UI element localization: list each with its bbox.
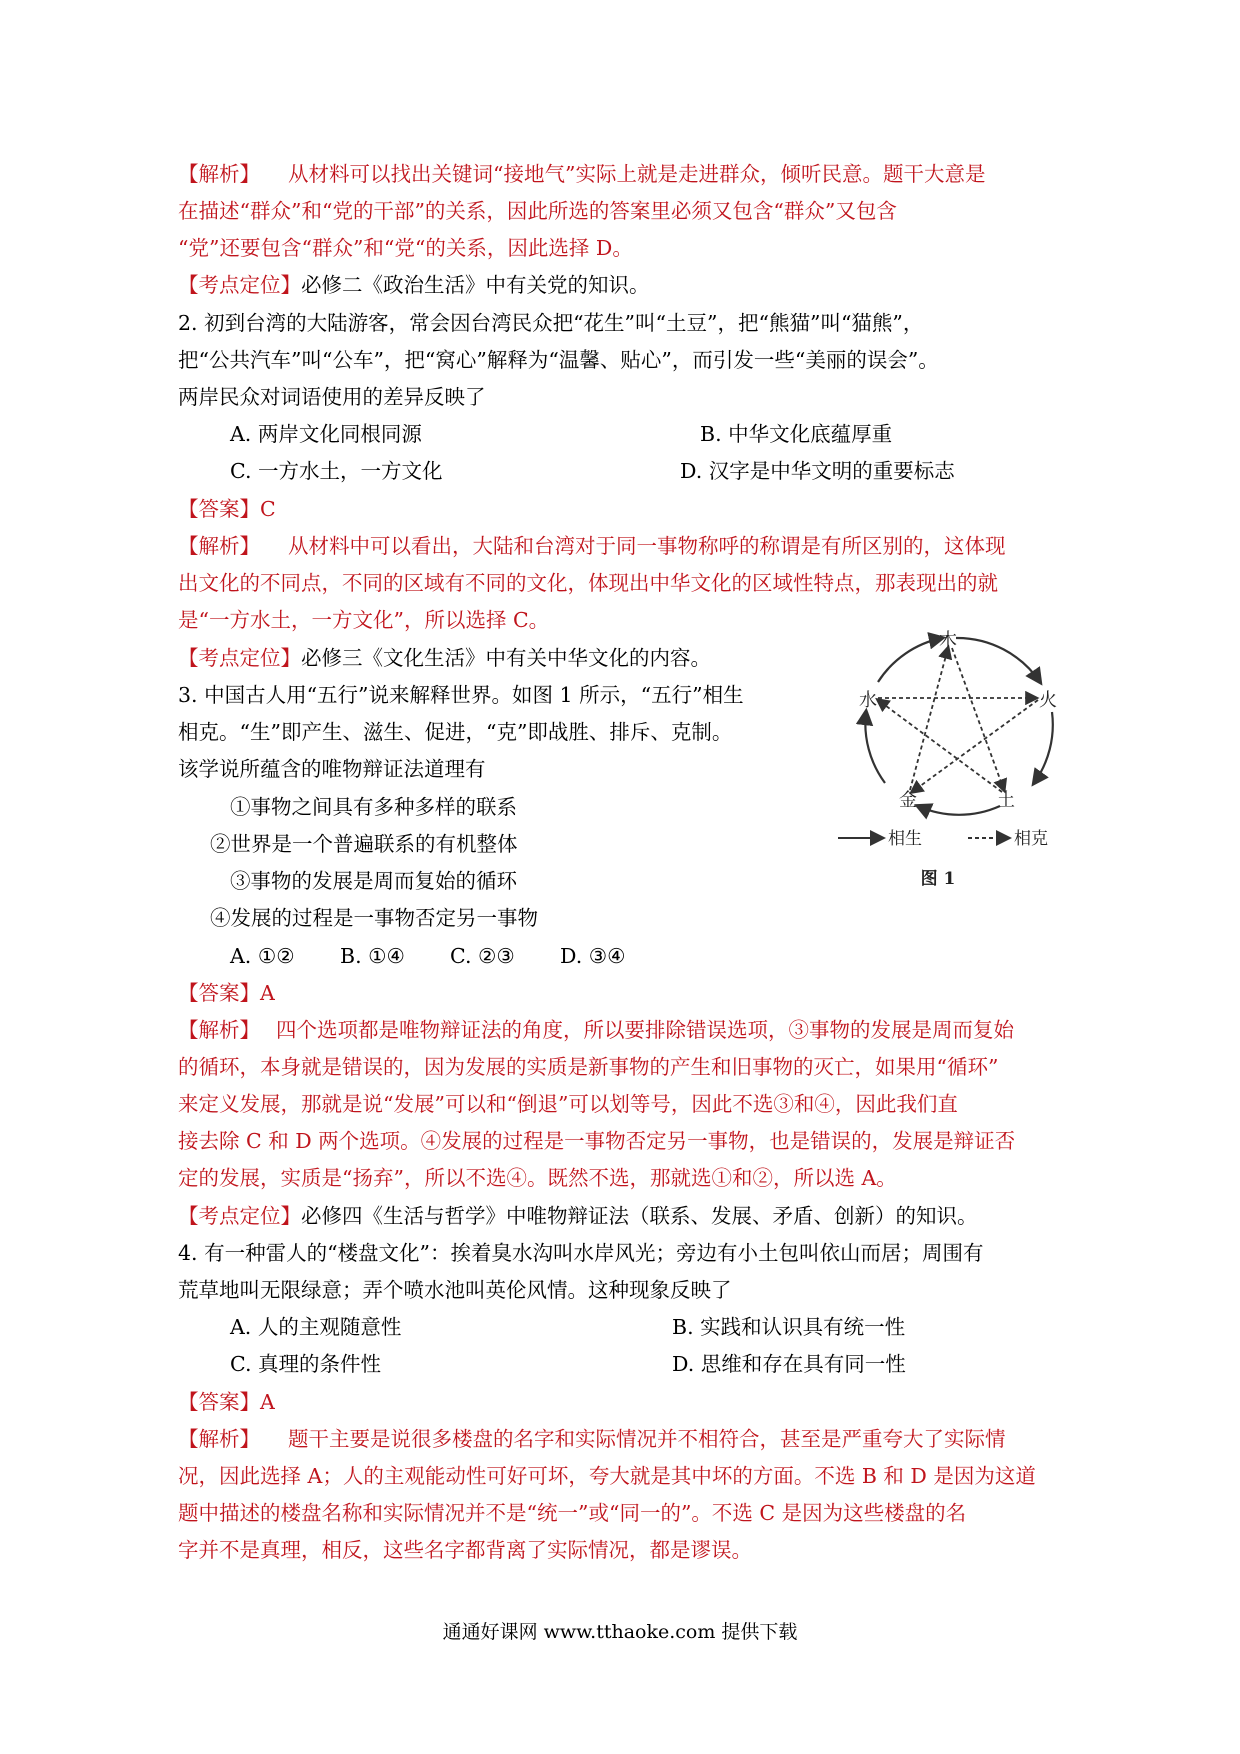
q1-point: 【考点定位】必修二《政治生活》中有关党的知识。 <box>178 273 650 297</box>
legend-restrain-label: 相克 <box>1014 829 1048 849</box>
node-earth: 土 <box>997 790 1015 811</box>
q2-analysis-line-3: 是“一方水土，一方文化”，所以选择 C。 <box>178 608 550 632</box>
point-tag: 【考点定位】 <box>178 273 301 297</box>
q4-answer: 【答案】A <box>178 1390 275 1414</box>
q2-analysis-line-1: 【解析】 从材料中可以看出，大陆和台湾对于同一事物称呼的称谓是有所区别的，这体现 <box>178 534 1006 558</box>
q4-stem-line-2: 荒草地叫无限绿意；弄个喷水池叫英伦风情。这种现象反映了 <box>178 1278 732 1302</box>
q1-analysis-line-2: 在描述“群众”和“党的干部”的关系，因此所选的答案里必须又包含“群众”又包含 <box>178 199 897 223</box>
q4-option-c: C. 真理的条件性 <box>230 1352 381 1376</box>
q3-stem-line-3: 该学说所蕴含的唯物辩证法道理有 <box>178 757 486 781</box>
star-metal-wood <box>910 648 948 790</box>
q3-analysis-line-2: 的循环，本身就是错误的，因为发展的实质是新事物的产生和旧事物的灭亡，如果用“循环” <box>178 1055 999 1079</box>
q3-point: 【考点定位】必修四《生活与哲学》中唯物辩证法（联系、发展、矛盾、创新）的知识。 <box>178 1204 978 1228</box>
arc-earth-metal <box>918 806 1000 815</box>
q3-analysis-line-3: 来定义发展，那就是说“发展”可以和“倒退”可以划等号，因此不选③和④，因此我们直 <box>178 1092 958 1116</box>
q1-analysis-line-1: 【解析】 从材料可以找出关键词“接地气”实际上就是走进群众，倾听民意。题干大意是 <box>178 162 986 186</box>
arc-water-wood <box>878 638 942 682</box>
q4-analysis-line-4: 字并不是真理，相反，这些名字都背离了实际情况，都是谬误。 <box>178 1538 752 1562</box>
q3-analysis-line-5: 定的发展，实质是“扬弃”，所以不选④。既然不选，那就选①和②，所以选 A。 <box>178 1166 897 1190</box>
node-water: 水 <box>859 690 877 711</box>
q4-analysis-line-3: 题中描述的楼盘名称和实际情况并不是“统一”或“同一的”。不选 C 是因为这些楼盘的名 <box>178 1501 967 1525</box>
node-fire: 火 <box>1039 690 1057 711</box>
figure-caption: 图 1 <box>920 869 956 889</box>
footer-credit: 通通好课网 www.tthaoke.com 提供下载 <box>442 1621 798 1643</box>
arc-metal-water <box>865 712 885 783</box>
q2-stem-line-3: 两岸民众对词语使用的差异反映了 <box>178 385 486 409</box>
q3-item-4: ④发展的过程是一事物否定另一事物 <box>210 906 538 930</box>
q3-answer: 【答案】A <box>178 981 275 1005</box>
q4-option-d: D. 思维和存在具有同一性 <box>672 1352 906 1376</box>
star-wood-earth <box>952 648 1004 790</box>
q3-item-2: ②世界是一个普遍联系的有机整体 <box>210 832 518 856</box>
legend-generate-label: 相生 <box>888 829 922 849</box>
q4-analysis-line-2: 况，因此选择 A；人的主观能动性可好可坏，夸大就是其中坏的方面。不选 B 和 D 是因为这道 <box>178 1464 1036 1488</box>
q3-option-d: D. ③④ <box>560 944 626 968</box>
q2-stem-line-2: 把“公共汽车”叫“公车”，把“窝心”解释为“温馨、贴心”，而引发一些“美丽的误会”。 <box>178 348 939 372</box>
q4-analysis-line-1: 【解析】 题干主要是说很多楼盘的名字和实际情况并不相符合，甚至是严重夸大了实际情 <box>178 1427 1006 1451</box>
q3-analysis-line-1: 【解析】 四个选项都是唯物辩证法的角度，所以要排除错误选项，③事物的发展是周而复始 <box>178 1018 1014 1042</box>
q2-stem-line-1: 2. 初到台湾的大陆游客，常会因台湾民众把“花生”叫“土豆”，把“熊猫”叫“猫熊”， <box>178 311 924 335</box>
q3-option-b: B. ①④ <box>340 944 405 968</box>
q2-option-c: C. 一方水土，一方文化 <box>230 459 443 483</box>
q2-option-b: B. 中华文化底蕴厚重 <box>700 422 893 446</box>
arc-fire-earth <box>1034 712 1053 783</box>
arc-wood-fire <box>956 638 1040 682</box>
q3-stem-line-1: 3. 中国古人用“五行”说来解释世界。如图 1 所示，“五行”相生 <box>178 683 744 707</box>
q2-analysis-line-2: 出文化的不同点，不同的区域有不同的文化，体现出中华文化的区域性特点，那表现出的就 <box>178 571 998 595</box>
q3-item-1: ①事物之间具有多种多样的联系 <box>230 795 517 819</box>
q3-option-c: C. ②③ <box>450 944 515 968</box>
q2-answer: 【答案】C <box>178 497 276 521</box>
q4-option-b: B. 实践和认识具有统一性 <box>672 1315 906 1339</box>
node-metal: 金 <box>899 790 917 811</box>
five-elements-figure <box>838 620 1078 890</box>
five-elements-diagram <box>838 620 1078 890</box>
q3-option-a: A. ①② <box>230 944 295 968</box>
analysis-tag: 【解析】 <box>178 162 260 186</box>
star-earth-water <box>878 700 1002 792</box>
q1-analysis-line-3: “党”还要包含“群众”和“党“的关系，因此选择 D。 <box>178 236 633 260</box>
node-wood: 木 <box>939 630 957 651</box>
q2-option-d: D. 汉字是中华文明的重要标志 <box>680 459 955 483</box>
q3-stem-line-2: 相克。“生”即产生、滋生、促进，“克”即战胜、排斥、克制。 <box>178 720 733 744</box>
q2-option-a: A. 两岸文化同根同源 <box>230 422 422 446</box>
q3-item-3: ③事物的发展是周而复始的循环 <box>230 869 517 893</box>
q2-point: 【考点定位】必修三《文化生活》中有关中华文化的内容。 <box>178 646 711 670</box>
q3-analysis-line-4: 接去除 C 和 D 两个选项。④发展的过程是一事物否定另一事物，也是错误的，发展是辩证否 <box>178 1129 1016 1153</box>
q4-option-a: A. 人的主观随意性 <box>230 1315 402 1339</box>
q4-stem-line-1: 4. 有一种雷人的“楼盘文化”：挨着臭水沟叫水岸风光；旁边有小土包叫依山而居；周围有 <box>178 1241 984 1265</box>
